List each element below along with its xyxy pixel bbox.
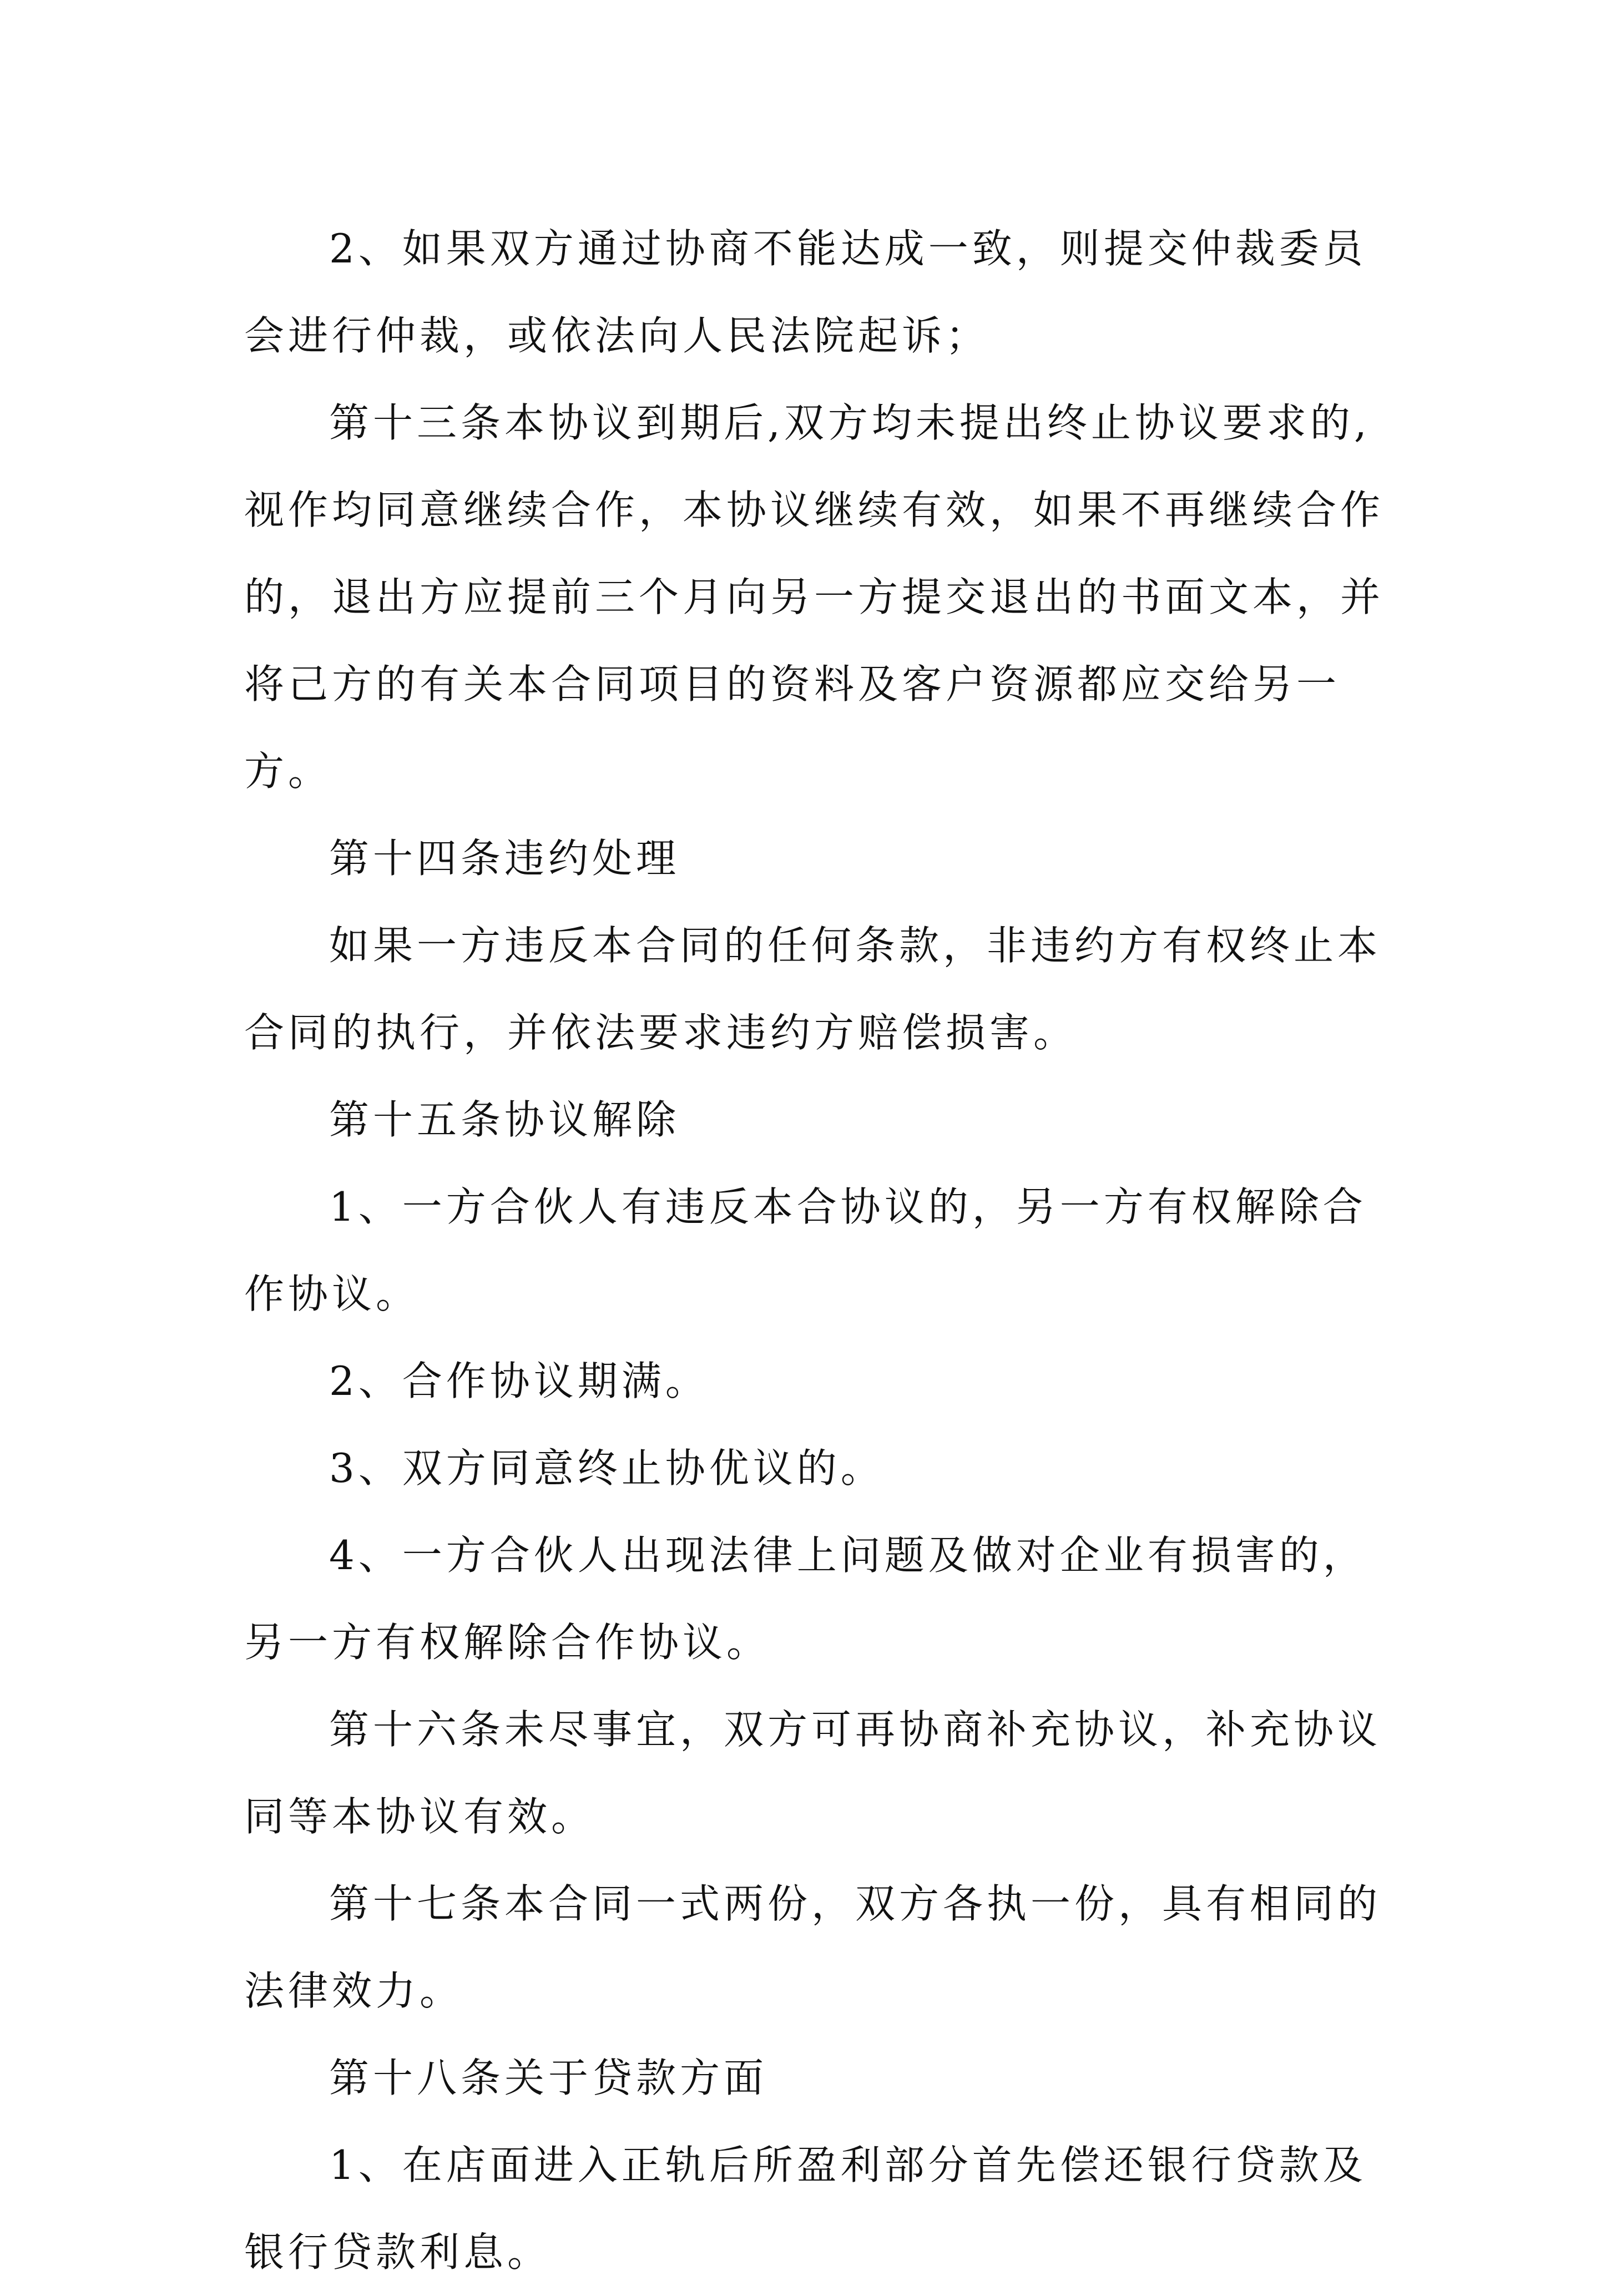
text-line: 方。 <box>244 748 332 795</box>
text-line: 如果一方违反本合同的任何条款，非违约方有权终止本 <box>329 922 1382 969</box>
text-line: 合同的执行，并依法要求违约方赔偿损害。 <box>244 1009 1078 1056</box>
text-line: 同等本协议有效。 <box>244 1793 595 1840</box>
section-heading: 第十五条协议解除 <box>329 1096 680 1143</box>
text-line: 2、合作协议期满。 <box>329 1358 709 1404</box>
text-line: 4、一方合伙人出现法律上问题及做对企业有损害的， <box>329 1532 1367 1579</box>
text-line: 1、在店面进入正轨后所盈利部分首先偿还银行贷款及 <box>329 2142 1367 2188</box>
text-line: 作协议。 <box>244 1271 420 1317</box>
text-line: 第十三条本协议到期后,双方均未提出终止协议要求的, <box>329 399 1371 446</box>
text-line: 将己方的有关本合同项目的资料及客户资源都应交给另一 <box>244 661 1341 707</box>
text-line: 的，退出方应提前三个月向另一方提交退出的书面文本，并 <box>244 574 1385 620</box>
text-line: 会进行仲裁，或依法向人民法院起诉； <box>244 312 990 359</box>
text-line: 3、双方同意终止协优议的。 <box>329 1445 885 1491</box>
text-line: 另一方有权解除合作协议。 <box>244 1619 771 1666</box>
text-line: 2、如果双方通过协商不能达成一致，则提交仲裁委员 <box>329 225 1367 272</box>
text-line: 视作均同意继续合作，本协议继续有效，如果不再继续合作 <box>244 487 1385 533</box>
text-line: 第十六条未尽事宜，双方可再协商补充协议，补充协议 <box>329 1706 1382 1753</box>
section-heading: 第十四条违约处理 <box>329 835 680 882</box>
document-body <box>244 205 1415 2296</box>
text-line: 银行贷款利息。 <box>244 2229 552 2275</box>
section-heading: 第十八条关于贷款方面 <box>329 2055 768 2101</box>
text-line: 1、一方合伙人有违反本合协议的，另一方有权解除合 <box>329 1184 1367 1230</box>
text-line: 第十七条本合同一式两份，双方各执一份，具有相同的 <box>329 1880 1382 1927</box>
text-line: 法律效力。 <box>244 1968 464 2014</box>
